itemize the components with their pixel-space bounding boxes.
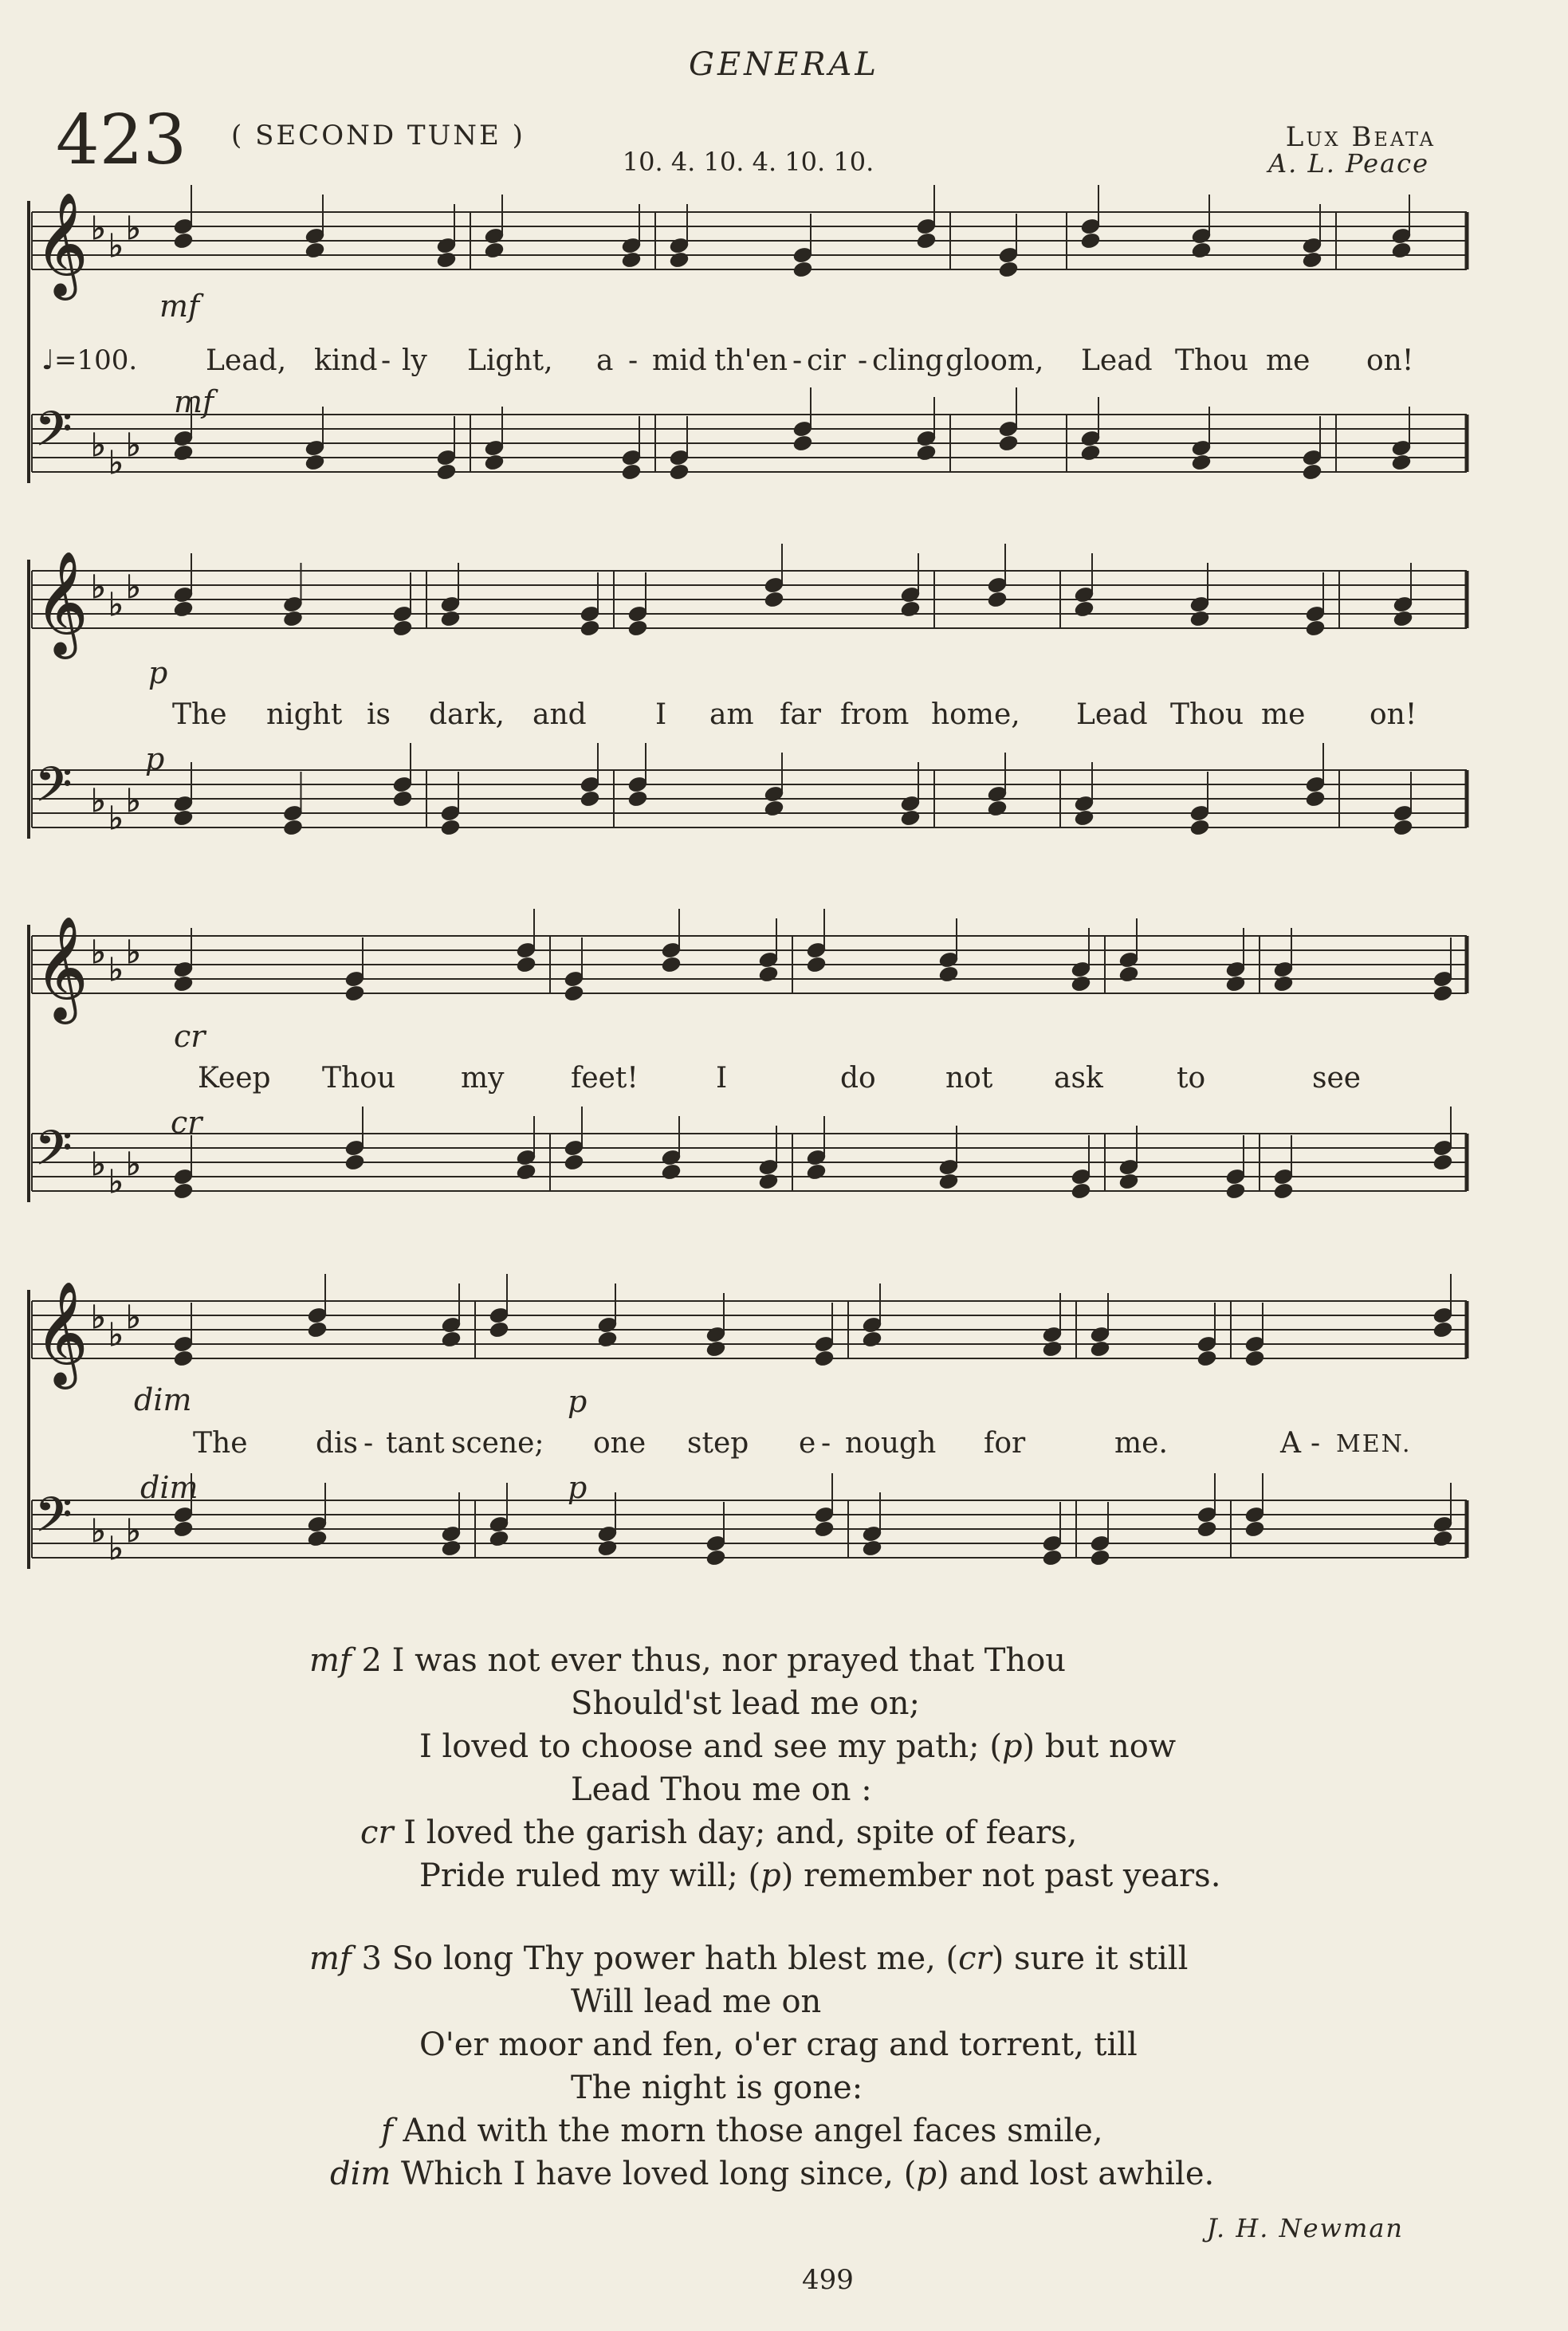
lyric: a	[596, 344, 614, 377]
lyric: not	[945, 1062, 993, 1095]
note-head	[173, 600, 194, 619]
lyric: see	[1312, 1062, 1362, 1095]
verse-text: And with the morn those angel faces smile,	[403, 2113, 1103, 2149]
verse-text: Should'st lead me on;	[571, 1685, 920, 1722]
lyric: gloom,	[945, 344, 1044, 377]
note-head	[305, 242, 325, 260]
lyric: my	[461, 1062, 505, 1095]
verse-text: ) sure it still	[991, 1940, 1189, 1977]
flat-icon: ♭	[126, 1513, 141, 1550]
verse-number: 2	[361, 1642, 382, 1679]
note-head	[1191, 454, 1212, 472]
note-head	[564, 985, 584, 1003]
lyric: step	[687, 1427, 749, 1460]
lyric: do	[840, 1062, 876, 1095]
lyric: feet!	[571, 1062, 639, 1095]
note-head	[1042, 1549, 1063, 1567]
note-head	[862, 1539, 882, 1558]
note-head	[307, 1530, 328, 1548]
note-head	[900, 809, 921, 827]
verse-text: I loved the garish day; and, spite of fears,	[403, 1814, 1078, 1851]
flat-icon: ♭	[108, 1531, 124, 1567]
note-head	[1432, 1321, 1453, 1339]
lyric: from	[840, 698, 910, 731]
lyric: and	[532, 698, 587, 731]
note-head	[814, 1520, 835, 1539]
note-head	[484, 454, 505, 472]
note-head	[1071, 1182, 1091, 1201]
note-head	[597, 1539, 618, 1558]
note-head	[516, 1163, 536, 1181]
tempo-value: =100.	[54, 344, 138, 376]
note-head	[705, 1549, 726, 1567]
verse-dynamic: mf	[309, 1642, 352, 1679]
note-head	[441, 1539, 462, 1558]
note-head	[392, 619, 413, 638]
lyric: Keep	[198, 1062, 271, 1095]
note-head	[1305, 619, 1326, 638]
note-head	[1225, 975, 1246, 993]
note-head	[173, 1350, 194, 1368]
bass-clef-icon: 𝄢	[35, 1487, 73, 1554]
note-head	[1080, 232, 1101, 250]
flat-icon: ♭	[126, 1146, 141, 1183]
note-head	[282, 610, 303, 628]
note-head	[173, 1182, 194, 1201]
flat-icon: ♭	[91, 569, 106, 606]
bass-clef-icon: 𝄢	[35, 401, 73, 468]
verse-text: The night is gone:	[571, 2070, 863, 2106]
hymn-number: 423	[56, 100, 187, 180]
tune-note: ( SECOND TUNE )	[231, 120, 525, 151]
note-head	[998, 261, 1019, 279]
verse-inline-dynamic: cr	[958, 1940, 992, 1977]
note-head	[1302, 251, 1322, 269]
verse-number: 3	[361, 1940, 382, 1977]
running-head: GENERAL	[689, 46, 879, 83]
note-head	[1118, 965, 1139, 984]
flat-icon: ♭	[91, 1146, 106, 1183]
verse-text: So long Thy power hath blest me, (	[391, 1940, 959, 1977]
quarter-note-icon: ♩	[41, 344, 55, 376]
note-head	[1302, 463, 1322, 482]
note-head	[580, 790, 600, 808]
note-head	[489, 1530, 509, 1548]
note-head	[436, 463, 457, 482]
flat-icon: ♭	[108, 952, 124, 989]
lyric: th'en	[714, 344, 788, 377]
lyric: The	[172, 698, 227, 731]
verse-text: Lead Thou me on :	[571, 1771, 872, 1808]
lyric: Thou	[322, 1062, 396, 1095]
lyric: Lead	[1081, 344, 1153, 377]
lyric: is	[367, 698, 391, 731]
lyric: mid	[652, 344, 707, 377]
verse-text: I was not ever thus, nor prayed that Thou	[391, 1642, 1067, 1679]
note-head	[661, 1163, 682, 1181]
note-head	[1391, 454, 1412, 472]
dynamic-p-bass-2: p	[145, 741, 165, 776]
note-head	[1074, 809, 1094, 827]
note-head	[516, 956, 536, 974]
note-head	[1244, 1350, 1265, 1368]
lyric: cir	[807, 344, 846, 377]
verse-dynamic: dim	[330, 2156, 391, 2192]
verse-3-line-2	[571, 1983, 821, 2020]
note-head	[441, 1331, 462, 1349]
lyric: -	[364, 1427, 374, 1460]
note-head	[173, 444, 194, 462]
verse-text: I loved to choose and see my path; (	[419, 1728, 1002, 1765]
note-head	[916, 444, 937, 462]
verse-3-line-3	[419, 2026, 1138, 2063]
note-head	[344, 985, 365, 1003]
lyric: ly	[402, 344, 427, 377]
tempo-marking	[41, 344, 137, 376]
note-head	[1197, 1520, 1217, 1539]
verse-2-line-2	[571, 1685, 920, 1722]
verse-text: Will lead me on	[571, 1983, 822, 2020]
note-head	[814, 1350, 835, 1368]
note-head	[758, 1173, 779, 1191]
dynamic-p-treble-4: p	[568, 1384, 588, 1419]
note-head	[484, 242, 505, 260]
treble-clef-icon: 𝄞	[35, 916, 88, 1020]
lyric: -	[381, 344, 391, 377]
note-head	[305, 454, 325, 472]
verse-text: ) and lost awhile.	[936, 2156, 1215, 2192]
page-number: 499	[802, 2264, 854, 2296]
verse-3-line-6	[330, 2156, 1214, 2192]
note-head	[900, 600, 921, 619]
lyric: me	[1261, 698, 1306, 731]
treble-clef-icon: 𝄞	[35, 551, 88, 654]
lyric: nough	[845, 1427, 937, 1460]
note-head	[1393, 819, 1413, 837]
lyric: home,	[931, 698, 1020, 731]
note-head	[661, 956, 682, 974]
verse-text: ) but now	[1022, 1728, 1177, 1765]
note-head	[580, 619, 600, 638]
note-head	[440, 610, 461, 628]
lyric: night	[266, 698, 343, 731]
note-head	[1118, 1173, 1139, 1191]
note-head	[621, 251, 642, 269]
flat-icon: ♭	[108, 1317, 124, 1354]
lyric: dis	[316, 1427, 359, 1460]
note-head	[1393, 610, 1413, 628]
verse-inline-dynamic: p	[760, 1857, 781, 1894]
note-head	[1074, 600, 1094, 619]
note-head	[489, 1321, 509, 1339]
dynamic-cr-bass-3: cr	[171, 1105, 202, 1140]
lyric: A	[1280, 1427, 1301, 1460]
note-head	[344, 1154, 365, 1172]
flat-icon: ♭	[126, 1299, 141, 1336]
note-head	[173, 1520, 194, 1539]
lyric: Lead	[1076, 698, 1148, 731]
flat-icon: ♭	[126, 934, 141, 971]
note-head	[764, 800, 784, 818]
lyric: -	[792, 344, 803, 377]
note-head	[173, 975, 194, 993]
note-head	[173, 232, 194, 250]
verse-2-line-5	[360, 1814, 1077, 1851]
note-head	[1189, 610, 1210, 628]
note-head	[1391, 242, 1412, 260]
verse-3-line-5	[381, 2113, 1103, 2149]
note-head	[436, 251, 457, 269]
treble-clef-icon: 𝄞	[35, 192, 88, 296]
note-head	[627, 790, 648, 808]
lyric: far	[780, 698, 821, 731]
flat-icon: ♭	[126, 427, 141, 464]
note-head	[597, 1331, 618, 1349]
lyric: on!	[1370, 698, 1417, 731]
verse-dynamic: cr	[360, 1814, 394, 1851]
verse-2-line-6	[419, 1857, 1220, 1894]
note-head	[392, 790, 413, 808]
note-head	[987, 800, 1008, 818]
lyric: Thou	[1170, 698, 1244, 731]
flat-icon: ♭	[91, 934, 106, 971]
dynamic-dim-treble-4: dim	[134, 1382, 192, 1417]
note-head	[1244, 1520, 1265, 1539]
note-head	[1189, 819, 1210, 837]
lyric: one	[593, 1427, 646, 1460]
dynamic-mf-bass-1: mf	[174, 384, 214, 419]
lyric: on!	[1366, 344, 1414, 377]
dynamic-p-bass-4: p	[568, 1470, 588, 1505]
note-head	[1080, 444, 1101, 462]
verse-3-line-4	[571, 2070, 863, 2106]
note-head	[1090, 1549, 1110, 1567]
flat-icon: ♭	[108, 800, 124, 837]
lyric: I	[716, 1062, 728, 1095]
lyric: MEN.	[1336, 1430, 1412, 1458]
flat-icon: ♭	[108, 228, 124, 265]
lyric: scene;	[451, 1427, 544, 1460]
flat-icon: ♭	[91, 427, 106, 464]
note-head	[806, 1163, 827, 1181]
verse-inline-dynamic: p	[916, 2156, 937, 2192]
flat-icon: ♭	[108, 587, 124, 623]
verse-dynamic: mf	[309, 1940, 352, 1977]
flat-icon: ♭	[126, 783, 141, 820]
dynamic-cr-treble-3: cr	[174, 1019, 206, 1054]
note-head	[1042, 1340, 1063, 1358]
note-head	[564, 1154, 584, 1172]
note-head	[1432, 1154, 1453, 1172]
bass-clef-icon: 𝄢	[35, 1120, 73, 1187]
note-head	[173, 809, 194, 827]
flat-icon: ♭	[126, 569, 141, 606]
note-head	[987, 591, 1008, 609]
note-head	[1090, 1340, 1110, 1358]
bass-clef-icon: 𝄢	[35, 757, 73, 824]
verse-3-line-1	[309, 1940, 1188, 1977]
note-head	[705, 1340, 726, 1358]
verse-text: Pride ruled my will; (	[419, 1857, 761, 1894]
lyric: to	[1177, 1062, 1206, 1095]
lyric: -	[1311, 1427, 1321, 1460]
author: J. H. Newman	[1206, 2213, 1404, 2243]
verse-dynamic: f	[381, 2113, 393, 2149]
lyric: Light,	[467, 344, 553, 377]
note-head	[1432, 985, 1453, 1003]
note-head	[938, 965, 959, 984]
lyric: ask	[1054, 1062, 1103, 1095]
note-head	[938, 1173, 959, 1191]
note-head	[764, 591, 784, 609]
meter-text: 10. 4. 10. 4. 10. 10.	[622, 147, 874, 177]
verse-2-line-3	[419, 1728, 1176, 1765]
flat-icon: ♭	[91, 783, 106, 820]
verse-2-line-4	[571, 1771, 872, 1808]
note-head	[792, 434, 813, 453]
flat-icon: ♭	[91, 1299, 106, 1336]
note-head	[758, 965, 779, 984]
note-head	[792, 261, 813, 279]
verse-inline-dynamic: p	[1001, 1728, 1023, 1765]
note-head	[1273, 975, 1294, 993]
lyric: -	[628, 344, 639, 377]
dynamic-p-treble-2: p	[148, 655, 168, 690]
verse-text: Which I have loved long since, (	[401, 2156, 917, 2192]
lyric: -	[858, 344, 868, 377]
note-head	[1191, 242, 1212, 260]
note-head	[1071, 975, 1091, 993]
note-head	[307, 1321, 328, 1339]
note-head	[282, 819, 303, 837]
lyric: me.	[1114, 1427, 1168, 1460]
note-head	[1432, 1530, 1453, 1548]
tune-name: Lux Beata	[1285, 121, 1436, 153]
note-head	[621, 463, 642, 482]
lyric: tant	[386, 1427, 445, 1460]
verse-2-line-1	[309, 1642, 1066, 1679]
flat-icon: ♭	[108, 445, 124, 482]
lyric: dark,	[429, 698, 505, 731]
flat-icon: ♭	[108, 1164, 124, 1201]
treble-clef-icon: 𝄞	[35, 1281, 88, 1385]
flat-icon: ♭	[126, 210, 141, 247]
lyric: I	[655, 698, 667, 731]
note-head	[998, 434, 1019, 453]
lyric: Thou	[1175, 344, 1249, 377]
lyric: am	[709, 698, 754, 731]
note-head	[1197, 1350, 1217, 1368]
note-head	[669, 463, 690, 482]
lyric: kind	[314, 344, 378, 377]
lyric: Lead,	[206, 344, 287, 377]
dynamic-mf-treble-1: mf	[159, 289, 200, 324]
lyric: me	[1266, 344, 1311, 377]
note-head	[440, 819, 461, 837]
note-head	[669, 251, 690, 269]
note-head	[916, 232, 937, 250]
note-head	[1305, 790, 1326, 808]
note-head	[627, 619, 648, 638]
lyric: for	[984, 1427, 1026, 1460]
lyric: cling	[872, 344, 944, 377]
verse-text: O'er moor and fen, o'er crag and torrent, till	[419, 2026, 1138, 2063]
lyric: e	[799, 1427, 816, 1460]
note-head	[806, 956, 827, 974]
dynamic-dim-bass-4: dim	[140, 1470, 198, 1505]
note-head	[1273, 1182, 1294, 1201]
lyric: -	[821, 1427, 831, 1460]
composer: A. L. Peace	[1267, 148, 1429, 179]
lyric: The	[193, 1427, 248, 1460]
note-head	[862, 1331, 882, 1349]
verse-text: ) remember not past years.	[780, 1857, 1221, 1894]
flat-icon: ♭	[91, 210, 106, 247]
note-head	[1225, 1182, 1246, 1201]
flat-icon: ♭	[91, 1513, 106, 1550]
